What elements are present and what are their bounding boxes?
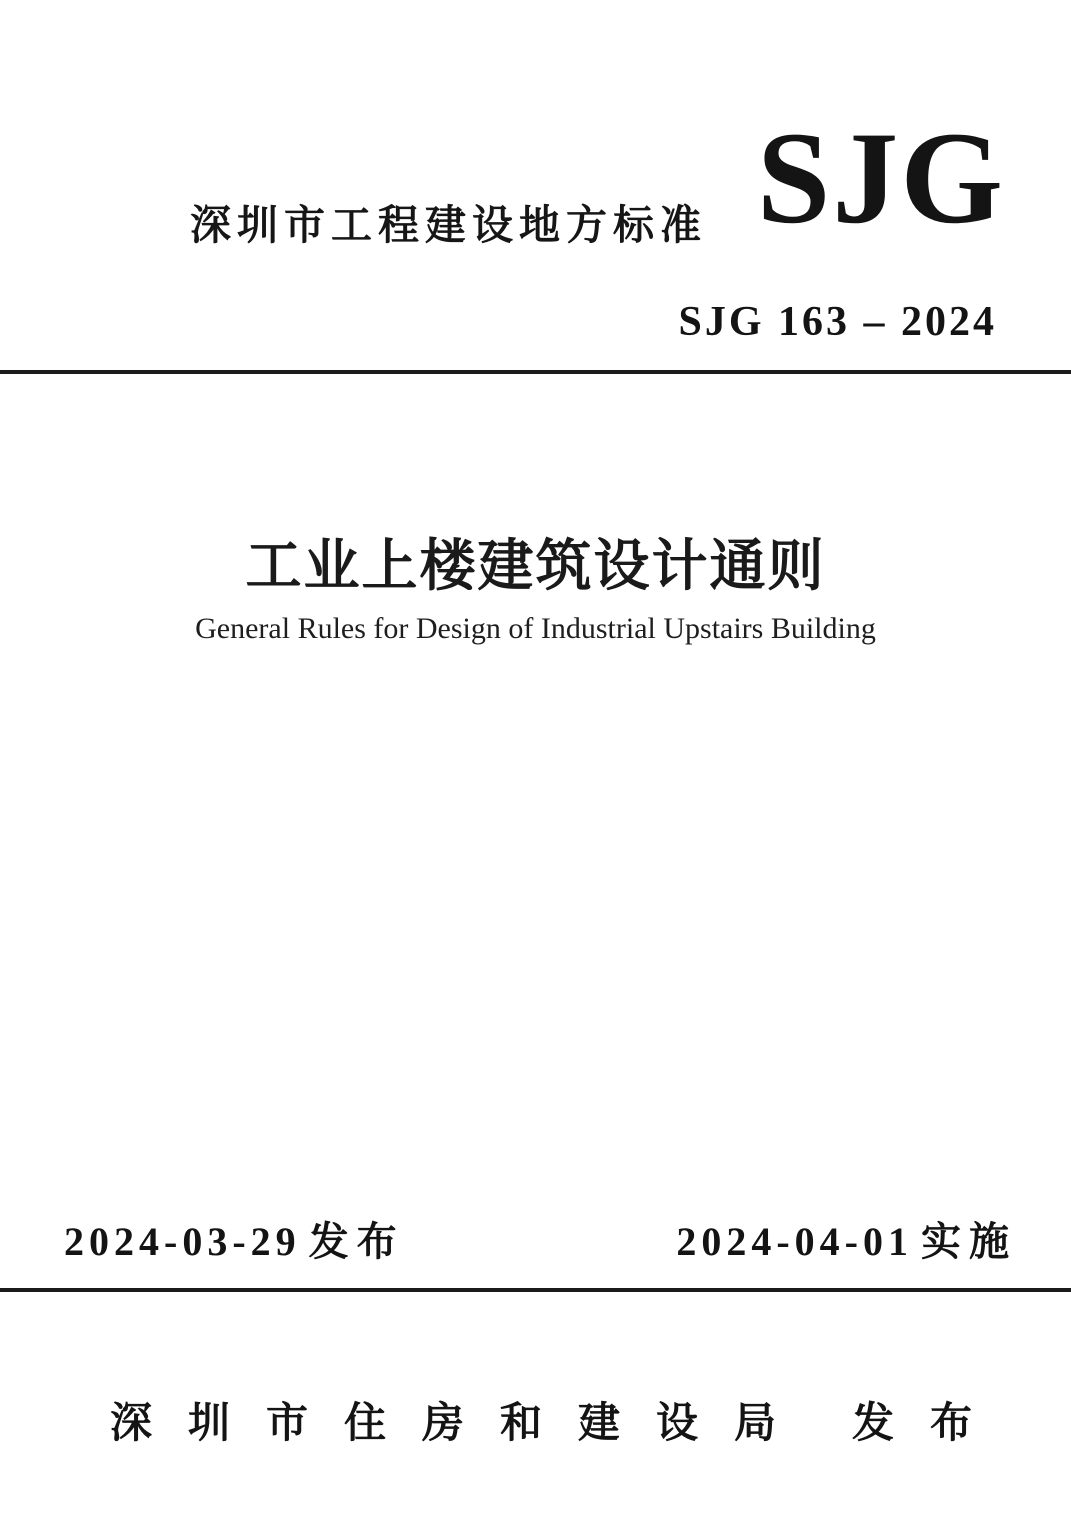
publisher-name: 深圳市住房和建设局: [110, 1399, 813, 1446]
standard-number: SJG 163 – 2024: [678, 299, 997, 345]
implement-date-label: 实施: [921, 1220, 1017, 1264]
publisher-action-label: 发布: [852, 1399, 1009, 1446]
implement-date-value: 2024-04-01: [676, 1219, 913, 1264]
issue-date-label: 发布: [308, 1220, 405, 1264]
sjg-logo: SJG: [756, 104, 1005, 251]
top-divider-rule: [0, 370, 1071, 374]
bottom-divider-rule: [0, 1288, 1071, 1292]
standard-type-label: 深圳市工程建设地方标准: [190, 202, 707, 248]
implement-date: [676, 1210, 1017, 1267]
publisher-row: [110, 1390, 1009, 1450]
dates-row: [0, 1210, 1071, 1264]
document-title-zh: 工业上楼建筑设计通则: [245, 536, 826, 598]
issue-date: [64, 1210, 405, 1267]
document-title-en: General Rules for Design of Industrial Upstairs Building: [195, 612, 876, 645]
issue-date-value: 2024-03-29: [64, 1219, 301, 1264]
